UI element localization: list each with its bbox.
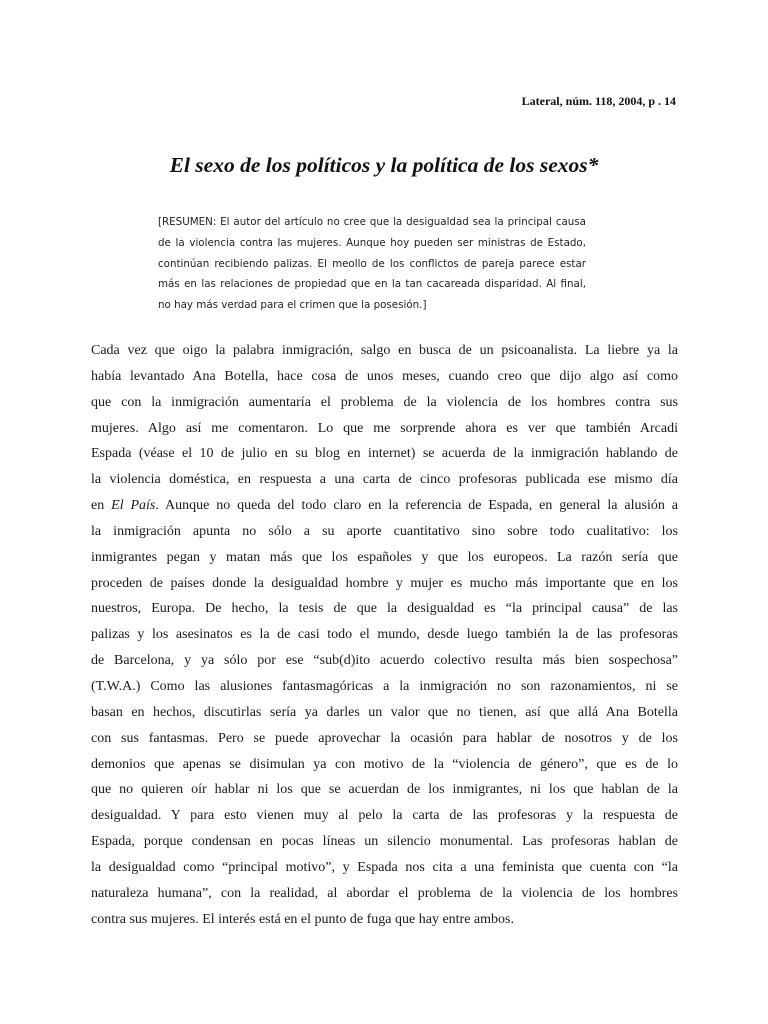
body-line: la inmigración apunta no sólo a su aporte cuantitativo sino sobre todo cualitativo: los [91, 523, 678, 539]
newspaper-name: El País [111, 498, 156, 514]
body-line: que con la inmigración aumentaría el problema de la violencia de los hombres contra sus [91, 394, 678, 410]
body-line: había levantado Ana Botella, hace cosa de unos meses, cuando creo que dijo algo así como [91, 368, 678, 384]
body-line: mujeres. Algo así me comentaron. Lo que me sorprende ahora es ver que también Arcadi [91, 420, 678, 436]
journal-citation: Lateral, núm. 118, 2004, p . 14 [521, 94, 676, 108]
body-line: naturaleza humana”, con la realidad, al abordar el problema de la violencia de los hombres [91, 885, 678, 901]
body-line: desigualdad. Y para esto vienen muy al pelo la carta de las profesoras y la respuesta de [91, 808, 678, 824]
body-line: basan en hechos, discutirlas sería ya darles un valor que no tienen, así que allá Ana Botella [91, 704, 678, 720]
body-line [91, 493, 678, 519]
body-line: la violencia doméstica, en respuesta a una carta de cinco profesoras publicada ese mismo día [91, 472, 678, 488]
body-line: palizas y los asesinatos es la de casi todo el mundo, desde luego también la de las profesoras [91, 627, 678, 643]
body-line: Espada (véase el 10 de julio en su blog en internet) se acuerda de la inmigración hablando de [91, 446, 678, 462]
body-line: Espada, porque condensan en pocas líneas un silencio monumental. Las profesoras hablan de [91, 834, 678, 850]
body-text-run: en [91, 498, 112, 514]
body-line: (T.W.A.) Como las alusiones fantasmagóricas a la inmigración no son razonamientos, ni se [91, 678, 678, 694]
body-line: demonios que apenas se disimulan ya con motivo de la “violencia de género”, que es de lo [91, 756, 678, 772]
body-line: Cada vez que oigo la palabra inmigración, salgo en busca de un psicoanalista. La liebre ya la [91, 343, 678, 358]
body-line: que no quieren oír hablar ni los que se acuerdan de los inmigrantes, ni los que hablan de la [91, 782, 678, 798]
article-title: El sexo de los políticos y la política de los sexos* [169, 153, 599, 177]
body-line: contra sus mujeres. El interés está en el punto de fuga que hay entre ambos. [91, 911, 514, 927]
body-line: de Barcelona, y ya sólo por ese “sub(d)ito acuerdo colectivo resulta más bien sospechosa” [91, 653, 678, 669]
body-line: nuestros, Europa. De hecho, la tesis de que la desigualdad es “la principal causa” de las [91, 601, 678, 617]
body-line: proceden de países donde la desigualdad hombre y mujer es mucho más importante que en los [91, 575, 678, 591]
body-line: inmigrantes pegan y matan más que los españoles y que los europeos. La razón sería que [91, 549, 678, 565]
body-line: con sus fantasmas. Pero se puede aprovechar la ocasión para hablar de nosotros y de los [91, 730, 678, 746]
body-line: la desigualdad como “principal motivo”, y Espada nos cita a una feminista que cuenta con “la [91, 859, 678, 875]
article-body [91, 338, 678, 932]
body-text-run: . Aunque no queda del todo claro en la referencia de Espada, en general la alusión a [155, 498, 678, 514]
article-abstract: [RESUMEN: El autor del artículo no cree que la desigualdad sea la principal causa de la violencia contra las mujeres. Aunque hoy pueden ser ministras de Estado, continúan recibiendo palizas. El meollo de los conflictos de pareja parece estar más en las relaciones de propiedad que en la tan cacareada disparidad. Al final, no hay más verdad para el crimen que la posesión.] [158, 216, 586, 312]
